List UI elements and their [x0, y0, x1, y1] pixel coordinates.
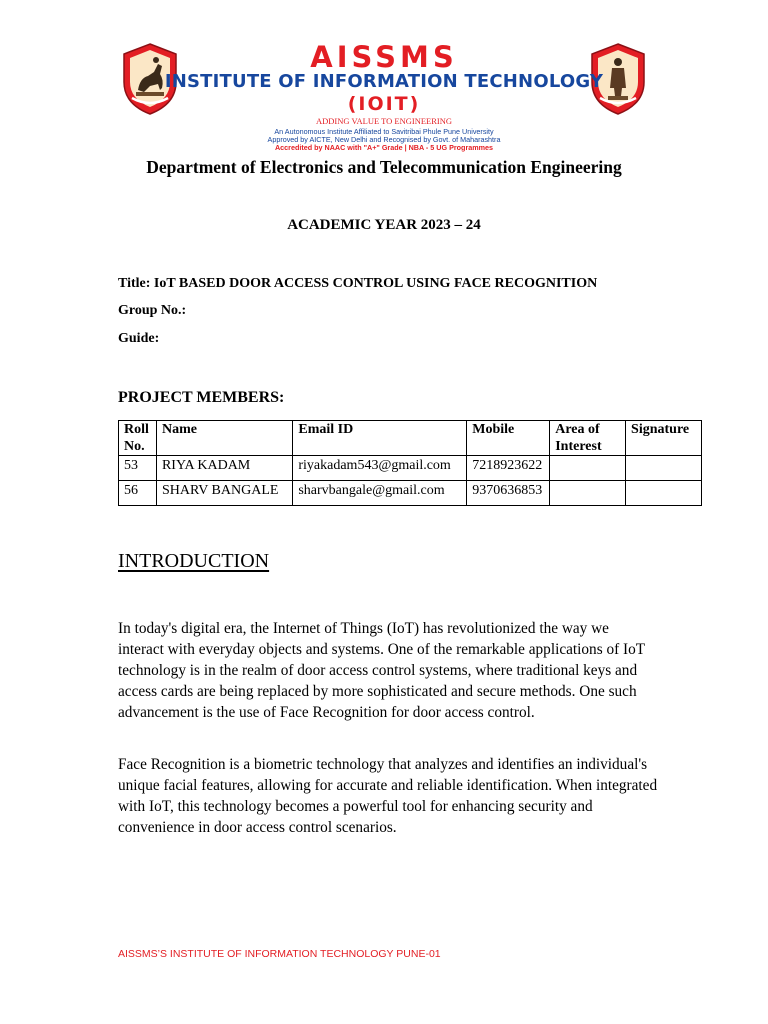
table-row — [119, 456, 702, 481]
affiliation-line: An Autonomous Institute Affiliated to Savitribai Phule Pune University — [274, 127, 494, 136]
column-header: Email ID — [293, 421, 467, 456]
guide-name: Guide: — [118, 331, 160, 346]
approval-line: Approved by AICTE, New Delhi and Recognised by Govt. of Maharashtra — [267, 135, 501, 144]
table-row — [119, 481, 702, 506]
table-cell: riyakadam543@gmail.com — [293, 456, 467, 481]
table-cell — [550, 456, 626, 481]
table-cell: SHARV BANGALE — [156, 481, 292, 506]
academic-year: ACADEMIC YEAR 2023 – 24 — [287, 217, 481, 233]
project-title: Title: IoT BASED DOOR ACCESS CONTROL USING FACE RECOGNITION — [118, 276, 598, 291]
table-cell — [626, 456, 702, 481]
page-footer: AISSMS’S INSTITUTE OF INFORMATION TECHNOLOGY PUNE-01 — [118, 948, 441, 960]
table-header-row — [119, 421, 702, 456]
table-cell: 9370636853 — [467, 481, 550, 506]
brand-name: AISSMS — [310, 40, 458, 74]
institute-tagline: ADDING VALUE TO ENGINEERING — [315, 116, 453, 126]
table-cell — [550, 481, 626, 506]
institute-abbreviation: (IOIT) — [347, 93, 421, 115]
introduction-heading: INTRODUCTION — [118, 550, 270, 572]
column-header: Roll No. — [119, 421, 157, 456]
table-cell: 53 — [119, 456, 157, 481]
accreditation-line: Accredited by NAAC with "A+" Grade | NBA - 5 UG Programmes — [274, 143, 494, 152]
column-header: Signature — [626, 421, 702, 456]
table-cell: sharvbangale@gmail.com — [293, 481, 467, 506]
column-header: Mobile — [467, 421, 550, 456]
introduction-paragraph: In today's digital era, the Internet of Things (IoT) has revolutionized the way we interact with everyday objects and systems. One of the remarkable applications of IoT technology is in the realm of door access control systems, where traditional keys and access cards are being replaced by more sophisticated and secure methods. One such advancement is the use of Face Recognition for door access control. — [118, 620, 645, 721]
table-cell: RIYA KADAM — [156, 456, 292, 481]
column-header: Name — [156, 421, 292, 456]
institute-logo-header — [118, 40, 650, 152]
institute-name: INSTITUTE OF INFORMATION TECHNOLOGY — [164, 71, 604, 92]
table-cell — [626, 481, 702, 506]
members-table — [118, 420, 702, 506]
introduction-paragraph: Face Recognition is a biometric technology that analyzes and identifies an individual's unique facial features, allowing for accurate and reliable identification. When integrated with IoT, this technology becomes a powerful tool for enhancing security and convenience in door access control scenarios. — [118, 756, 658, 836]
column-header: Area of Interest — [550, 421, 626, 456]
table-cell: 56 — [119, 481, 157, 506]
members-heading: PROJECT MEMBERS: — [118, 389, 285, 406]
group-number: Group No.: — [118, 303, 187, 318]
department-title: Department of Electronics and Telecommunication Engineering — [146, 157, 622, 177]
table-cell: 7218923622 — [467, 456, 550, 481]
